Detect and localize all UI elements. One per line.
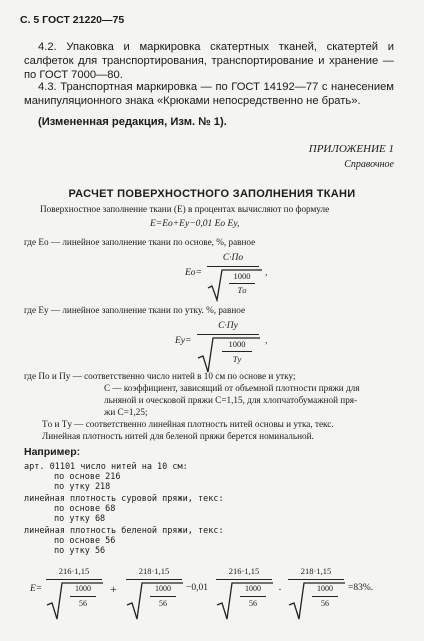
calc-term1-rad-den: 56 [79, 599, 87, 608]
example-line-0: арт. 01101 число нитей на 10 см: [24, 462, 188, 472]
def-line-1: где Пo и Пу — соответственно число нитей в 10 см по основе и утку; [24, 371, 296, 381]
eo-lhs: Eо= [185, 268, 202, 278]
ey-rad-denominator: Tу [232, 354, 242, 364]
calc-term2-bar [126, 579, 182, 580]
calc-term2-num: 218·1,15 [138, 566, 170, 576]
appendix-label: ПРИЛОЖЕНИЕ 1 [308, 143, 394, 155]
eo-fraction-bar [207, 266, 259, 267]
eo-rad-denominator: Tо [237, 285, 247, 295]
ey-lhs: Eу= [175, 336, 192, 346]
example-line-5: по утку 68 [54, 514, 106, 524]
calc-term3-rad-den: 56 [249, 599, 257, 608]
calc-term2-rad-den: 56 [159, 599, 167, 608]
calc-term3-bar [216, 579, 272, 580]
eo-comma: , [265, 268, 268, 278]
example-line-4: по основе 68 [54, 504, 116, 514]
def-line-5: Tо и Tу — соответственно линейная плотность нитей основы и утка, текс. [42, 419, 334, 429]
example-line-6: линейная плотность беленой пряжи, текс: [24, 526, 224, 536]
ey-inner-bar [222, 351, 252, 352]
section-4-2: 4.2. Упаковка и маркировка скатертных тканей, скатертей и салфеток для транспортирования, транспортирование и хранение — по ГОСТ 7000—80. [24, 41, 394, 81]
main-formula: E=Eо+Eу−0,01 Eо Eу, [150, 219, 240, 229]
calc-term4-rad-num: 1000 [317, 584, 333, 593]
calc-lhs: E= [30, 584, 43, 594]
example-line-8: по утку 56 [54, 546, 106, 556]
example-line-7: по основе 56 [54, 536, 116, 546]
calc-term2-inner-bar [150, 596, 176, 597]
calc-term4-rad-den: 56 [321, 599, 329, 608]
ey-formula [175, 318, 285, 374]
example-heading: Например: [24, 446, 81, 458]
eo-definition: где Eо — линейное заполнение ткани по основе, %, равное [24, 237, 256, 247]
def-line-3: льняной и оческовой пряжи C=1,15, для хлопчатобумажной пря- [104, 395, 358, 405]
example-line-1: по основе 216 [54, 472, 121, 482]
calc-term3-rad-num: 1000 [245, 584, 261, 593]
eo-formula [185, 250, 285, 300]
section-title: РАСЧЕТ ПОВЕРХНОСТНОГО ЗАПОЛНЕНИЯ ТКАНИ [68, 188, 356, 200]
ey-numerator: C·Пу [218, 321, 238, 331]
page-header: С. 5 ГОСТ 21220—75 [20, 14, 125, 26]
calc-term1-bar [46, 579, 102, 580]
calc-plus: + [110, 582, 117, 596]
calc-term1-inner-bar [70, 596, 96, 597]
calc-result: =83%. [348, 583, 374, 593]
amendment-note: (Измененная редакция, Изм. № 1). [38, 116, 227, 128]
def-line-6: Линейная плотность нитей для беленой пряжи берется номинальной. [42, 431, 314, 441]
eo-inner-bar [229, 283, 255, 284]
eo-rad-numerator: 1000 [233, 271, 251, 281]
calc-term1-rad-num: 1000 [75, 584, 91, 593]
appendix-sub: Справочное [344, 159, 394, 170]
ey-rad-numerator: 1000 [228, 339, 246, 349]
eo-numerator: C·Пo [222, 253, 244, 263]
calc-term4-inner-bar [312, 596, 338, 597]
example-line-2: по утку 218 [54, 482, 111, 492]
def-line-4: жи C=1,25; [104, 407, 148, 417]
calc-dot: · [278, 582, 282, 596]
ey-comma: , [265, 336, 268, 346]
calc-term4-num: 218·1,15 [300, 566, 332, 576]
section-4-3: 4.3. Транспортная маркировка — по ГОСТ 14192—77 с нанесением манипуляционного знака «Крюками непосредственно не брать». [24, 81, 394, 107]
def-line-2: C — коэффициент, зависящий от объемной плотности пряжи для [104, 383, 360, 393]
calc-term2-rad-num: 1000 [155, 584, 171, 593]
calc-formula [30, 562, 410, 632]
intro-text: Поверхностное заполнение ткани (E) в процентах вычисляют по формуле [40, 204, 330, 214]
example-line-3: линейная плотность суровой пряжи, текс: [24, 494, 224, 504]
calc-term3-inner-bar [240, 596, 266, 597]
ey-definition: где Eу — линейное заполнение ткани по утку. %, равное [24, 305, 246, 315]
calc-minus: −0,01 [186, 583, 208, 593]
calc-term1-num: 216·1,15 [58, 566, 90, 576]
ey-fraction-bar [197, 334, 259, 335]
calc-term3-num: 216·1,15 [228, 566, 260, 576]
calc-term4-bar [288, 579, 344, 580]
